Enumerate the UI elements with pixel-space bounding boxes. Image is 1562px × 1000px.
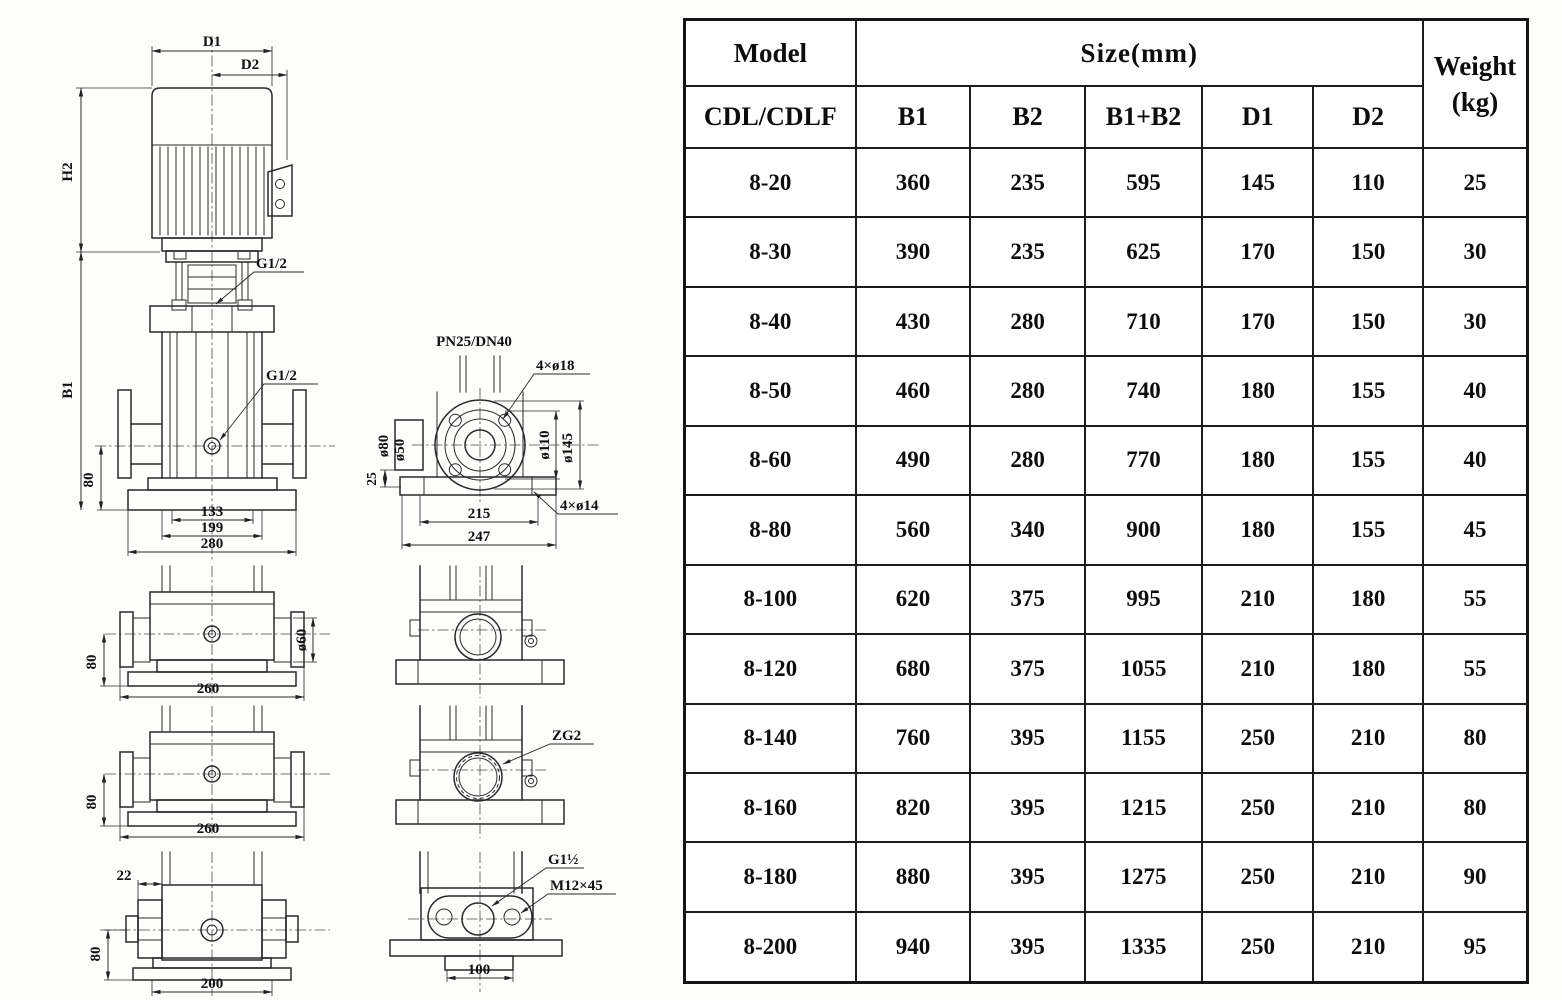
model-cell: 8-60 (685, 426, 856, 495)
table-row (685, 495, 1528, 564)
front-view (60, 34, 335, 560)
dim-label-h2: H2 (60, 162, 76, 182)
table-row (685, 217, 1528, 286)
port-label-g12-top: G1/2 (256, 256, 287, 272)
b1-cell: 940 (856, 912, 971, 983)
d2-cell: 110 (1313, 148, 1423, 217)
b2-cell: 280 (970, 287, 1085, 356)
table-row (685, 704, 1528, 773)
flange-view (364, 334, 618, 549)
b1b2-cell: 770 (1085, 426, 1202, 495)
col-header-model: Model (685, 20, 856, 87)
dim-label-80-mid2: 80 (84, 794, 100, 810)
table-header-row-2 (685, 86, 1528, 148)
port-label-g1half: G1½ (548, 852, 579, 868)
b1b2-cell: 1215 (1085, 773, 1202, 842)
d2-cell: 150 (1313, 287, 1423, 356)
b1-cell: 490 (856, 426, 971, 495)
d1-cell: 170 (1202, 287, 1313, 356)
side-view-upper (396, 566, 564, 698)
b1-cell: 560 (856, 495, 971, 564)
dim-label-260-mid2: 260 (196, 821, 220, 837)
side-view-lower (396, 706, 594, 838)
d1-cell: 145 (1202, 148, 1313, 217)
b2-cell: 395 (970, 704, 1085, 773)
b2-cell: 395 (970, 842, 1085, 911)
col-header-model-sub: CDL/CDLF (685, 86, 856, 148)
col-header-b1b2: B1+B2 (1085, 86, 1202, 148)
model-cell: 8-100 (685, 565, 856, 634)
model-cell: 8-80 (685, 495, 856, 564)
side-view-bottom (390, 852, 616, 992)
b2-cell: 235 (970, 217, 1085, 286)
d2-cell: 210 (1313, 842, 1423, 911)
weight-cell: 30 (1423, 287, 1528, 356)
b1-cell: 430 (856, 287, 971, 356)
d2-cell: 155 (1313, 356, 1423, 425)
table-row (685, 148, 1528, 217)
model-cell: 8-40 (685, 287, 856, 356)
d1-cell: 250 (1202, 912, 1313, 983)
model-cell: 8-140 (685, 704, 856, 773)
dia-label-60: ø60 (294, 628, 310, 652)
weight-cell: 40 (1423, 426, 1528, 495)
model-cell: 8-20 (685, 148, 856, 217)
d2-cell: 210 (1313, 773, 1423, 842)
d2-cell: 210 (1313, 912, 1423, 983)
weight-cell: 45 (1423, 495, 1528, 564)
b1b2-cell: 1055 (1085, 634, 1202, 703)
b1-cell: 390 (856, 217, 971, 286)
bottom-view (88, 852, 330, 996)
b1-cell: 620 (856, 565, 971, 634)
port-label-g12-mid: G1/2 (266, 368, 297, 384)
holes-label-4x18: 4×ø18 (536, 358, 575, 374)
model-cell: 8-30 (685, 217, 856, 286)
col-header-size: Size(mm) (856, 20, 1423, 87)
col-header-b1: B1 (856, 86, 971, 148)
d2-cell: 180 (1313, 634, 1423, 703)
dim-label-199: 199 (200, 520, 224, 536)
dim-label-d2: D2 (240, 57, 260, 73)
mid-view-upper (84, 566, 330, 701)
b1-cell: 680 (856, 634, 971, 703)
dim-label-215: 215 (467, 506, 491, 522)
holes-label-4x14: 4×ø14 (560, 498, 599, 514)
dim-label-133: 133 (200, 504, 224, 520)
b1b2-cell: 710 (1085, 287, 1202, 356)
model-cell: 8-180 (685, 842, 856, 911)
b1b2-cell: 1275 (1085, 842, 1202, 911)
table-body (685, 148, 1528, 983)
weight-cell: 90 (1423, 842, 1528, 911)
table-row (685, 287, 1528, 356)
d1-cell: 250 (1202, 773, 1313, 842)
weight-cell: 30 (1423, 217, 1528, 286)
dim-label-80-front: 80 (81, 472, 97, 488)
b1b2-cell: 595 (1085, 148, 1202, 217)
dim-label-b1: B1 (60, 381, 76, 399)
b2-cell: 280 (970, 356, 1085, 425)
model-cell: 8-50 (685, 356, 856, 425)
dim-label-22: 22 (116, 868, 132, 884)
dimension-table (683, 18, 1529, 984)
dim-label-80-bottom: 80 (88, 946, 104, 962)
weight-label-line2: (kg) (1451, 87, 1499, 117)
flange-title: PN25/DN40 (436, 334, 512, 350)
col-header-d2: D2 (1313, 86, 1423, 148)
weight-cell: 80 (1423, 704, 1528, 773)
weight-cell: 55 (1423, 565, 1528, 634)
b2-cell: 340 (970, 495, 1085, 564)
d1-cell: 180 (1202, 426, 1313, 495)
model-cell: 8-160 (685, 773, 856, 842)
mid-view-lower (84, 706, 330, 841)
weight-cell: 95 (1423, 912, 1528, 983)
dim-label-280: 280 (200, 536, 224, 552)
table-row (685, 356, 1528, 425)
model-cell: 8-200 (685, 912, 856, 983)
d2-cell: 155 (1313, 495, 1423, 564)
b2-cell: 375 (970, 634, 1085, 703)
dia-label-145: ø145 (560, 433, 576, 463)
dia-label-110: ø110 (537, 430, 553, 460)
col-header-weight (1423, 20, 1528, 149)
b2-cell: 280 (970, 426, 1085, 495)
dim-label-247: 247 (467, 529, 491, 545)
dimension-table-panel (683, 18, 1529, 984)
d1-cell: 170 (1202, 217, 1313, 286)
b1b2-cell: 900 (1085, 495, 1202, 564)
b1-cell: 820 (856, 773, 971, 842)
d2-cell: 180 (1313, 565, 1423, 634)
col-header-b2: B2 (970, 86, 1085, 148)
dim-label-100: 100 (467, 962, 491, 978)
b1b2-cell: 995 (1085, 565, 1202, 634)
table-row (685, 634, 1528, 703)
b1b2-cell: 1155 (1085, 704, 1202, 773)
motor (152, 88, 292, 259)
d1-cell: 180 (1202, 495, 1313, 564)
engineering-drawing (0, 0, 680, 1000)
b2-cell: 395 (970, 912, 1085, 983)
weight-label-line1: Weight (1433, 50, 1517, 81)
model-cell: 8-120 (685, 634, 856, 703)
b1-cell: 360 (856, 148, 971, 217)
weight-cell: 55 (1423, 634, 1528, 703)
table-header-row-1 (685, 20, 1528, 87)
b1b2-cell: 625 (1085, 217, 1202, 286)
dim-label-d1: D1 (202, 34, 222, 50)
dim-label-80-mid1: 80 (84, 654, 100, 670)
weight-cell: 40 (1423, 356, 1528, 425)
d1-cell: 250 (1202, 842, 1313, 911)
d1-cell: 180 (1202, 356, 1313, 425)
table-row (685, 426, 1528, 495)
d2-cell: 155 (1313, 426, 1423, 495)
dim-label-25: 25 (364, 472, 379, 486)
b2-cell: 395 (970, 773, 1085, 842)
port-label-zg2: ZG2 (552, 728, 582, 744)
bolt-label-m12x45: M12×45 (550, 878, 603, 894)
d2-cell: 210 (1313, 704, 1423, 773)
d1-cell: 210 (1202, 565, 1313, 634)
weight-cell: 80 (1423, 773, 1528, 842)
d1-cell: 250 (1202, 704, 1313, 773)
dim-label-200: 200 (200, 976, 224, 992)
dia-label-50: ø50 (392, 438, 408, 462)
b1-cell: 760 (856, 704, 971, 773)
b1b2-cell: 740 (1085, 356, 1202, 425)
b1-cell: 460 (856, 356, 971, 425)
b2-cell: 375 (970, 565, 1085, 634)
table-row (685, 842, 1528, 911)
weight-cell: 25 (1423, 148, 1528, 217)
table-row (685, 565, 1528, 634)
col-header-d1: D1 (1202, 86, 1313, 148)
table-row (685, 773, 1528, 842)
table-row (685, 912, 1528, 983)
b2-cell: 235 (970, 148, 1085, 217)
d1-cell: 210 (1202, 634, 1313, 703)
b1b2-cell: 1335 (1085, 912, 1202, 983)
dia-label-80: ø80 (376, 434, 392, 458)
b1-cell: 880 (856, 842, 971, 911)
drawing-pane (0, 0, 680, 1000)
dim-label-260-mid1: 260 (196, 681, 220, 697)
d2-cell: 150 (1313, 217, 1423, 286)
